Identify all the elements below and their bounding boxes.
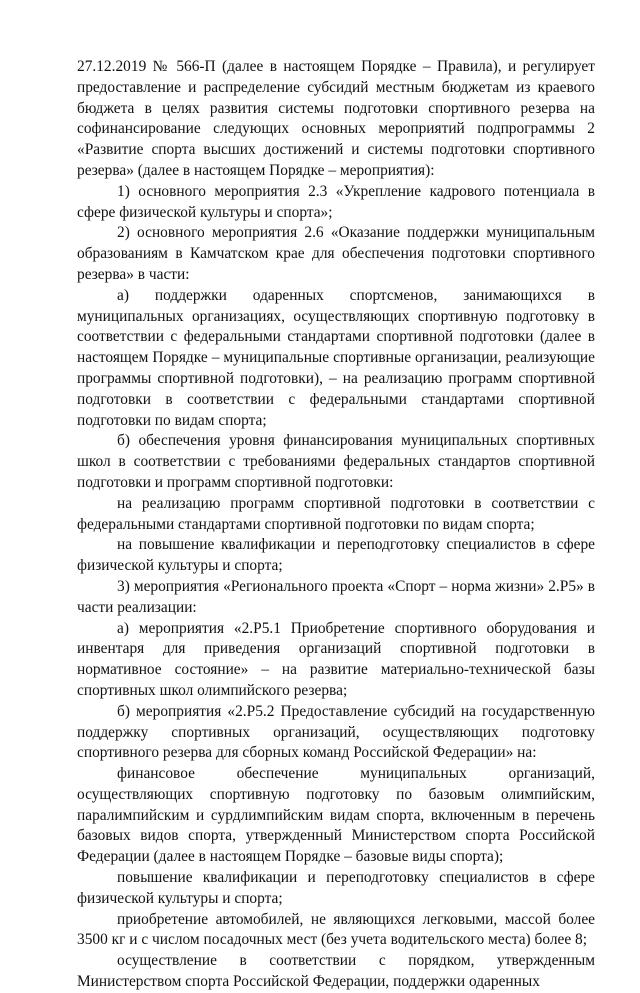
paragraph: на реализацию программ спортивной подготовки в соответствии с федеральными стандартами спортивной подготовки по видам спорта; (77, 494, 595, 533)
paragraph: 2) основного мероприятия 2.6 «Оказание поддержки муниципальным образованиям в Камчатском крае для обеспечения подготовки спортивного резерва» в части: (77, 224, 595, 283)
paragraph: приобретение автомобилей, не являющихся легковыми, массой более 3500 кг и с числом посадочных мест (без учета водительского места) более 8; (77, 910, 595, 949)
paragraph: осуществление в соответствии с порядком, утвержденным Министерством спорта Российской Федерации, поддержки одаренных (77, 952, 595, 991)
paragraph: повышение квалификации и переподготовку специалистов в сфере физической культуры и спорта; (77, 869, 595, 907)
paragraph: на повышение квалификации и переподготовку специалистов в сфере физической культуры и спорта; (77, 536, 595, 575)
paragraph: 1) основного мероприятия 2.3 «Укрепление кадрового потенциала в сфере физической культуры и спорта»; (77, 182, 595, 221)
paragraph: 27.12.2019 № 566-П (далее в настоящем Порядке – Правила), и регулирует предоставление и распределение субсидий местным бюджетам из краевого бюджета в целях развития системы подготовки спортивного резерва на софинансирование следующих основных мероприятий подпрограммы 2 «Развитие спорта высших достижений и системы подготовки спортивного резерва» (далее в настоящем Порядке – мероприятия): (77, 58, 595, 179)
paragraph: а) поддержки одаренных спортсменов, занимающихся в муниципальных организациях, осуществляющих спортивную подготовку в соответствии с федеральными стандартами спортивной подготовки (далее в настоящем Порядке – муниципальные спортивные организации, реализующие программы спортивной подготовки), – на реализацию программ спортивной подготовки в соответствии с федеральными стандартами спортивной подготовки по видам спорта; (77, 286, 595, 429)
paragraph: б) обеспечения уровня финансирования муниципальных спортивных школ в соответствии с требованиями федеральных стандартов спортивной подготовки и программ спортивной подготовки: (77, 432, 595, 491)
paragraph: б) мероприятия «2.Р5.2 Предоставление субсидий на государственную поддержку спортивных организаций, осуществляющих подготовку спортивного резерва для сборных команд Российской Федерации» на: (77, 702, 595, 762)
paragraph: 3) мероприятия «Регионального проекта «Спорт – норма жизни» 2.Р5» в части реализации: (77, 577, 595, 616)
document-page (77, 57, 595, 993)
paragraph: а) мероприятия «2.Р5.1 Приобретение спортивного оборудования и инвентаря для приведения организаций спортивной подготовки в нормативное состояние» – на развитие материально-технической базы спортивных школ олимпийского резерва; (77, 619, 595, 699)
paragraph: финансовое обеспечение муниципальных организаций, осуществляющих спортивную подготовку по базовым олимпийским, паралимпийским и сурдлимпийским видам спорта, включенным в перечень базовых видов спорта, утвержденный Министерством спорта Российской Федерации (далее в настоящем Порядке – базовые виды спорта); (77, 765, 595, 866)
